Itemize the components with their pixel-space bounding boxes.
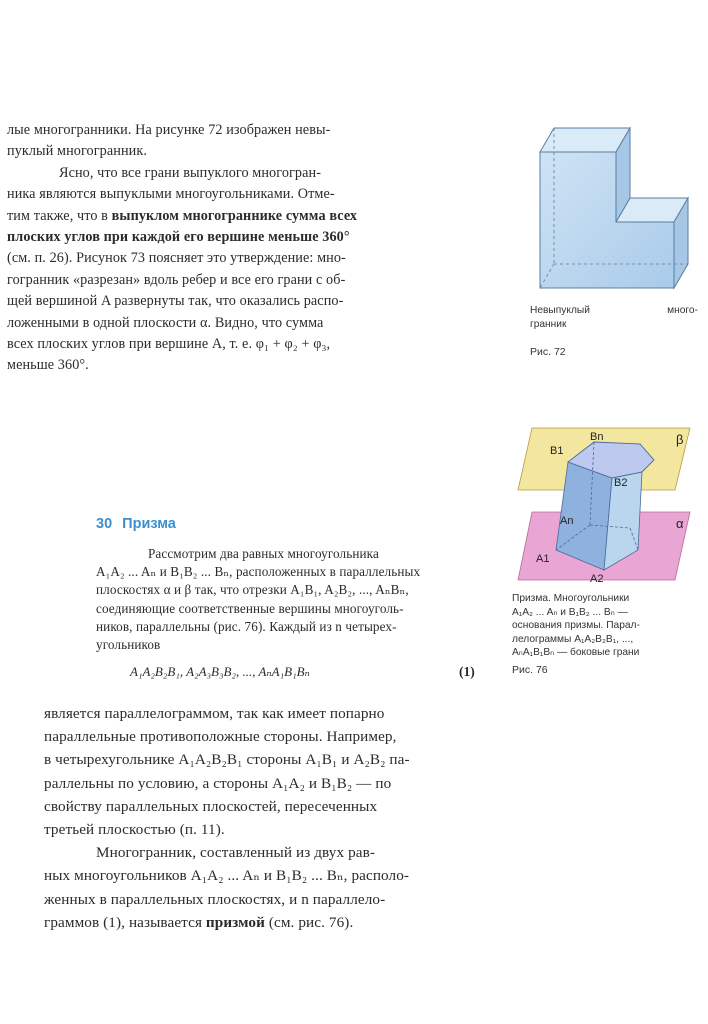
section-heading xyxy=(96,516,176,532)
caption-line: Призма. Многоугольники xyxy=(512,593,630,604)
caption-line: AₙA₁B₁Bₙ — боковые грани xyxy=(512,647,640,659)
text-line: угольников xyxy=(96,637,161,653)
text-line: ника являются выпуклыми многоугольниками. Отме- xyxy=(7,186,335,203)
text-line: раллельны по условию, а стороны A₁A₂ и B₁B₂ — по xyxy=(44,774,392,792)
text-line: плоскостях α и β так, что отрезки A₁B₁, A₂B₂, ..., AₙBₙ, xyxy=(96,582,409,598)
figure-72-label: Рис. 72 xyxy=(530,346,566,358)
bold-statement: выпуклом многограннике сумма всех xyxy=(111,207,358,224)
caption-line: основания призмы. Парал- xyxy=(512,620,640,632)
figure-76-caption xyxy=(512,592,700,660)
top-text-block xyxy=(7,120,503,377)
text-line: Ясно, что все грани выпуклого многогран- xyxy=(59,164,322,181)
text-line: соединяющие соответственные вершины многоуголь- xyxy=(96,600,404,616)
text-span: (см. рис. 76). xyxy=(264,913,354,931)
text-line: гогранник «разрезан» вдоль ребер и все его грани с об- xyxy=(7,271,346,288)
text-line: щей вершиной A развернуты так, что оказались распо- xyxy=(7,293,344,310)
text-line: является параллелограммом, так как имеет попарно xyxy=(44,705,385,722)
section-number: 30 xyxy=(96,516,113,532)
figure-72-nonconvex-polyhedron xyxy=(520,118,700,298)
text-line: свойству параллельных плоскостей, пересеченных xyxy=(44,797,378,815)
text-line: ных многоугольников A₁A₂ ... Aₙ и B₁B₂ ... Bₙ, располо- xyxy=(44,867,410,885)
text-line: лые многогранники. На рисунке 72 изображен невы- xyxy=(7,122,331,138)
caption-word: Невыпуклый xyxy=(530,305,590,316)
text-line: меньше 360°. xyxy=(7,357,89,374)
label-a2: A2 xyxy=(590,573,604,585)
label-b1: B1 xyxy=(550,445,564,457)
term-prism: призмой xyxy=(205,913,265,931)
caption-word: много- xyxy=(667,305,698,316)
prism-text-block xyxy=(96,545,494,654)
figure-76-prism xyxy=(510,420,700,590)
text-line: Многогранник, составленный из двух рав- xyxy=(96,844,376,862)
text-line: в четырехугольнике A₁A₂B₂B₁ стороны A₁B₁ и A₂B₂ па- xyxy=(44,751,410,769)
label-a1: A1 xyxy=(536,553,550,565)
text-line: третьей плоскостью (п. 11). xyxy=(44,821,225,839)
section-title: Призма xyxy=(122,516,176,532)
text-line: пуклый многогранник. xyxy=(7,143,147,160)
figure-76-label: Рис. 76 xyxy=(512,664,548,676)
formula: A₁A₂B₂B₁, A₂A₃B₃B₂, ..., AₙA₁B₁Bₙ xyxy=(130,664,310,679)
caption-line: A₁A₂ ... Aₙ и B₁B₂ ... Bₙ — xyxy=(512,606,628,618)
text-line: Рассмотрим два равных многоугольника xyxy=(148,546,379,561)
caption-line: лелограммы A₁A₂B₂B₁, ..., xyxy=(512,633,634,645)
label-b2: B2 xyxy=(614,477,628,489)
label-beta: β xyxy=(676,432,684,447)
text-line: женных в параллельных плоскостях, и n параллело- xyxy=(44,890,386,908)
text-line: параллельные противоположные стороны. Например, xyxy=(44,728,397,746)
text-line: (см. п. 26). Рисунок 73 поясняет это утверждение: мно- xyxy=(7,250,346,267)
label-alpha: α xyxy=(676,516,684,531)
text-line: A₁A₂ ... Aₙ и B₁B₂ ... Bₙ, расположенных в параллельных xyxy=(96,564,421,580)
label-an: An xyxy=(560,515,574,527)
label-bn: Bn xyxy=(590,431,604,443)
text-line: всех плоских углов при вершине A, т. е. φ₁ + φ₂ + φ₃, xyxy=(7,336,331,353)
caption-line xyxy=(530,304,698,318)
formula-number: (1) xyxy=(459,664,475,679)
bottom-text-block xyxy=(44,702,584,934)
text-line xyxy=(44,911,584,934)
caption-line: гранник xyxy=(530,318,567,330)
text-line: ников, параллельны (рис. 76). Каждый из n четырех- xyxy=(96,618,397,634)
bold-statement: плоских углов при каждой его вершине меньше 360° xyxy=(7,229,350,246)
figure-72-caption xyxy=(530,304,698,331)
text-line xyxy=(7,206,503,227)
text-span: граммов (1), называется xyxy=(44,913,206,931)
text-span: тим также, что в xyxy=(7,207,112,224)
text-line: ложенными в одной плоскости α. Видно, что сумма xyxy=(7,314,324,331)
